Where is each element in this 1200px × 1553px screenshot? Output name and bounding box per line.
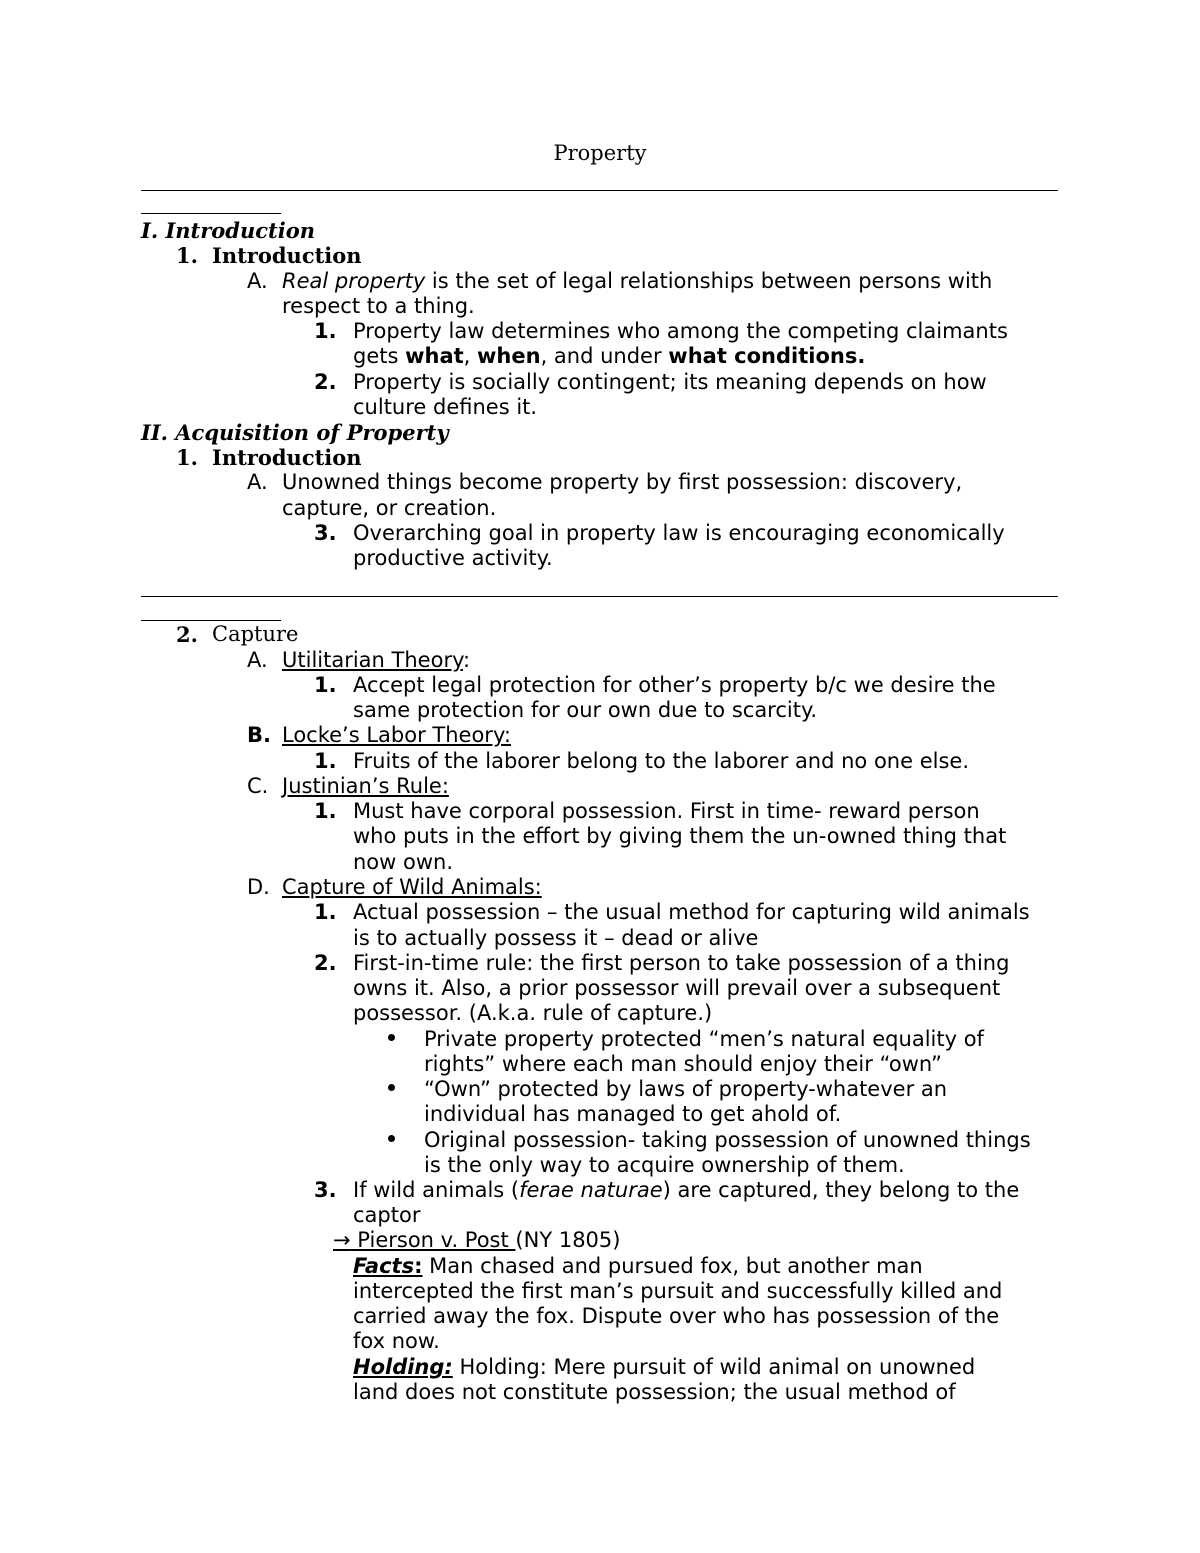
list-item-text: culture defines it. [353, 395, 538, 419]
bullet-item-text: Private property protected “men’s natural equality of [424, 1027, 984, 1051]
bullet-item-text: is the only way to acquire ownership of them. [424, 1153, 905, 1177]
list-item-text: possessor. (A.k.a. rule of capture.) [353, 1001, 713, 1025]
bullet-icon [388, 1084, 395, 1091]
list-number: 1. [314, 799, 337, 823]
facts-label: Facts [353, 1254, 415, 1278]
list-item-text: same protection for our own due to scarcity. [353, 698, 818, 722]
section-heading-introduction: I. Introduction [141, 218, 315, 243]
list-number: 3. [314, 1178, 337, 1202]
case-holding-text: land does not constitute possession; the usual method of [353, 1380, 956, 1404]
list-item-text: Real property is the set of legal relationships between persons with [282, 269, 993, 293]
list-item-text: First-in-time rule: the first person to take possession of a thing [353, 951, 1010, 975]
list-item-text: Property is socially contingent; its meaning depends on how [353, 370, 987, 394]
subsection-heading-capture: Capture [212, 622, 299, 646]
list-item-text: Actual possession – the usual method for capturing wild animals [353, 900, 1030, 924]
list-number: 1. [314, 749, 337, 773]
item-heading: Justinian’s Rule: [282, 774, 449, 798]
list-item-text: Overarching goal in property law is encouraging economically [353, 521, 1005, 545]
list-item-text: If wild animals (ferae naturae) are captured, they belong to the [353, 1178, 1020, 1202]
section-heading-acquisition: II. Acquisition of Property [141, 420, 449, 445]
bullet-item-text: “Own” protected by laws of property-whatever an [424, 1077, 948, 1101]
list-number: 1. [176, 445, 198, 470]
bullet-item-text: individual has managed to get ahold of. [424, 1102, 842, 1126]
list-letter: B. [247, 723, 271, 747]
list-letter: D. [247, 875, 270, 899]
list-item-text: Must have corporal possession. First in time- reward person [353, 799, 980, 823]
list-number: 3. [314, 521, 337, 545]
list-number: 1. [314, 673, 337, 697]
list-number: 2. [314, 951, 337, 975]
subsection-heading: Introduction [212, 445, 362, 470]
list-item-text: Fruits of the laborer belong to the laborer and no one else. [353, 749, 970, 773]
section-rule [141, 596, 1058, 597]
list-item-text: Property law determines who among the competing claimants [353, 319, 1008, 343]
list-item-text: now own. [353, 850, 454, 874]
bullet-icon [388, 1034, 395, 1041]
list-item-text: Accept legal protection for other’s property b/c we desire the [353, 673, 996, 697]
case-facts-text: fox now. [353, 1329, 440, 1353]
header-rule [141, 190, 1058, 191]
list-letter: C. [247, 774, 269, 798]
list-number: 2. [314, 370, 337, 394]
list-letter: A. [247, 470, 268, 494]
page-title: Property [553, 141, 647, 165]
list-letter: A. [247, 269, 268, 293]
case-name: Pierson v. Post [350, 1228, 516, 1252]
list-item-text: owns it. Also, a prior possessor will prevail over a subsequent [353, 976, 1001, 1000]
term-ferae-naturae: ferae naturae [519, 1178, 663, 1202]
list-item-text: gets what, when, and under what conditions. [353, 344, 866, 368]
list-item-text: Unowned things become property by first possession: discovery, [282, 470, 963, 494]
list-number: 2. [176, 622, 198, 647]
item-heading: Capture of Wild Animals: [282, 875, 542, 899]
bullet-icon [388, 1135, 395, 1142]
list-number: 1. [314, 900, 337, 924]
list-number: 1. [176, 243, 198, 268]
short-rule [141, 620, 281, 621]
subsection-heading: Introduction [212, 243, 362, 268]
list-item-text: respect to a thing. [282, 294, 475, 318]
bullet-item-text: rights” where each man should enjoy their “own” [424, 1052, 942, 1076]
case-holding: Holding: Holding: Mere pursuit of wild animal on unowned [353, 1355, 976, 1379]
short-rule [141, 213, 281, 214]
list-number: 1. [314, 319, 337, 343]
bullet-item-text: Original possession- taking possession of unowned things [424, 1128, 1031, 1152]
holding-label: Holding: [353, 1355, 453, 1379]
list-letter: A. [247, 648, 268, 672]
case-facts-text: carried away the fox. Dispute over who has possession of the [353, 1304, 1000, 1328]
arrow-icon: → [333, 1228, 351, 1252]
item-heading: Utilitarian Theory: [282, 648, 471, 672]
term-real-property: Real property [282, 269, 426, 293]
list-item-text: capture, or creation. [282, 496, 497, 520]
list-item-text: captor [353, 1203, 421, 1227]
list-item-text: who puts in the effort by giving them the un-owned thing that [353, 824, 1007, 848]
case-facts: Facts: Man chased and pursued fox, but another man [353, 1254, 923, 1278]
case-citation: → Pierson v. Post (NY 1805) [333, 1228, 621, 1252]
case-facts-text: intercepted the first man’s pursuit and successfully killed and [353, 1279, 1003, 1303]
item-heading: Locke’s Labor Theory: [282, 723, 511, 747]
list-item-text: productive activity. [353, 546, 553, 570]
list-item-text: is to actually possess it – dead or alive [353, 926, 759, 950]
